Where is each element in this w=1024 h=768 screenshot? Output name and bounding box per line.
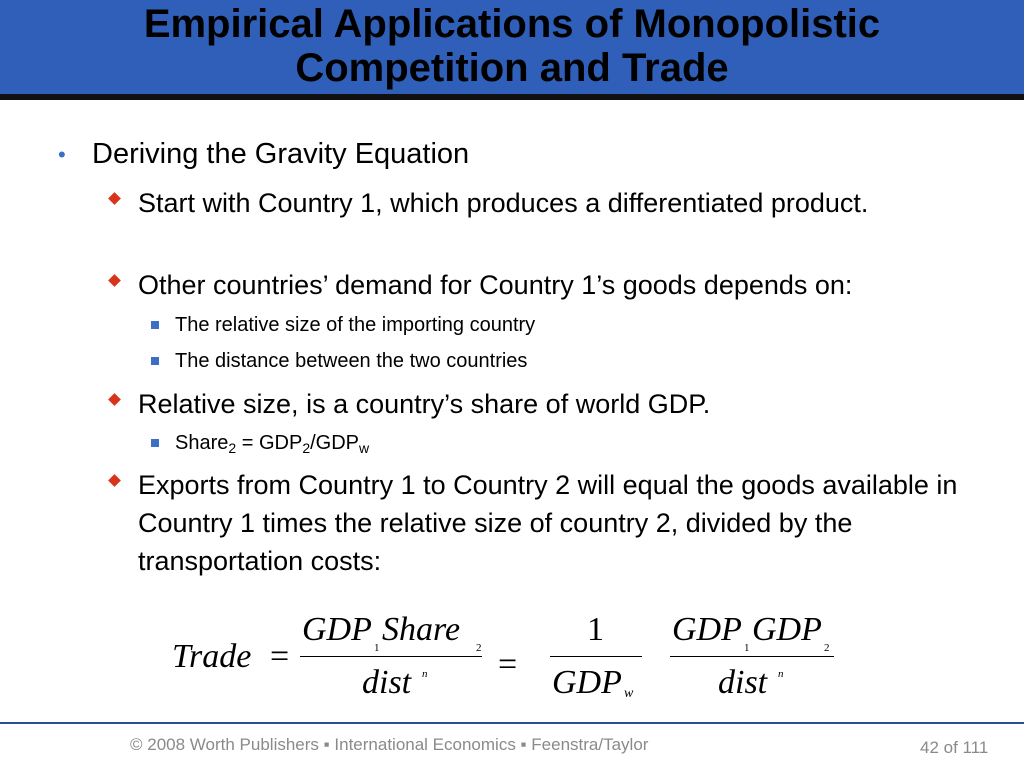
diamond-bullet-icon <box>108 274 121 287</box>
bullet-text: Relative size, is a country’s share of world GDP. <box>138 389 711 419</box>
eq-den3-dist: dist <box>718 664 768 701</box>
eq-den3-sup: n <box>778 668 784 680</box>
sub-bullet-text: The distance between the two countries <box>175 350 528 372</box>
bullet-dot-icon: • <box>58 142 66 167</box>
eq-num3-sub: 1 <box>744 642 750 654</box>
bullet-demand-depends <box>110 266 990 306</box>
title-bar <box>0 0 1024 100</box>
eq-fraction-bar-1 <box>300 656 482 657</box>
bullet-text: Exports from Country 1 to Country 2 will equal the goods available in Country 1 times the relative size of country 2, divided by the transportation costs: <box>138 470 958 576</box>
footer-credit: © 2008 Worth Publishers ▪ International Economics ▪ Feenstra/Taylor <box>130 735 649 754</box>
slide-title-line-2: Competition and Trade <box>295 46 729 90</box>
bullet-exports <box>110 466 990 586</box>
eq-fraction-bar-2 <box>550 656 642 657</box>
diamond-bullet-icon <box>108 192 121 205</box>
slide-title-line-1: Empirical Applications of Monopolistic <box>143 2 881 46</box>
square-bullet-icon <box>151 439 159 447</box>
bullet-text: Other countries’ demand for Country 1’s goods depends on: <box>138 270 853 300</box>
sub-bullet-text: The relative size of the importing country <box>175 314 536 336</box>
eq-den1-sup: n <box>422 668 428 680</box>
diamond-bullet-icon <box>108 474 121 487</box>
eq-den2-sub: w <box>624 686 634 701</box>
share-formula: Share$_2$ = $GDP_2/GDP_w$ <box>175 432 370 456</box>
bullet-start-country-1 <box>110 184 990 264</box>
eq-equals-1: = <box>270 638 290 675</box>
eq-den2-gdp: GDP <box>552 664 622 701</box>
eq-num1b-sub: 2 <box>476 642 482 654</box>
eq-num1-share: Share <box>382 611 461 648</box>
eq-den1-dist: dist <box>362 664 412 701</box>
eq-num2-one: 1 <box>587 611 604 648</box>
eq-num1-gdp: GDP <box>302 611 372 648</box>
diamond-bullet-icon <box>108 393 121 406</box>
footer-divider <box>0 722 1024 724</box>
eq-num3-gdp: GDP <box>672 611 742 648</box>
bullet-text: Start with Country 1, which produces a differentiated product. <box>138 188 869 218</box>
eq-trade: Trade <box>172 638 252 675</box>
square-bullet-icon <box>151 357 159 365</box>
eq-num3b-gdp: GDP <box>752 611 822 648</box>
bullet-relative-size <box>110 385 990 425</box>
gravity-equation <box>170 608 850 708</box>
eq-num3b-sub: 2 <box>824 642 830 654</box>
bullet-level1-text: Deriving the Gravity Equation <box>92 138 470 170</box>
square-bullet-icon <box>151 321 159 329</box>
page-number: 42 of 111 <box>920 738 989 757</box>
eq-fraction-bar-3 <box>670 656 834 657</box>
eq-num1-sub: 1 <box>374 642 380 654</box>
eq-equals-2: = <box>498 646 518 683</box>
